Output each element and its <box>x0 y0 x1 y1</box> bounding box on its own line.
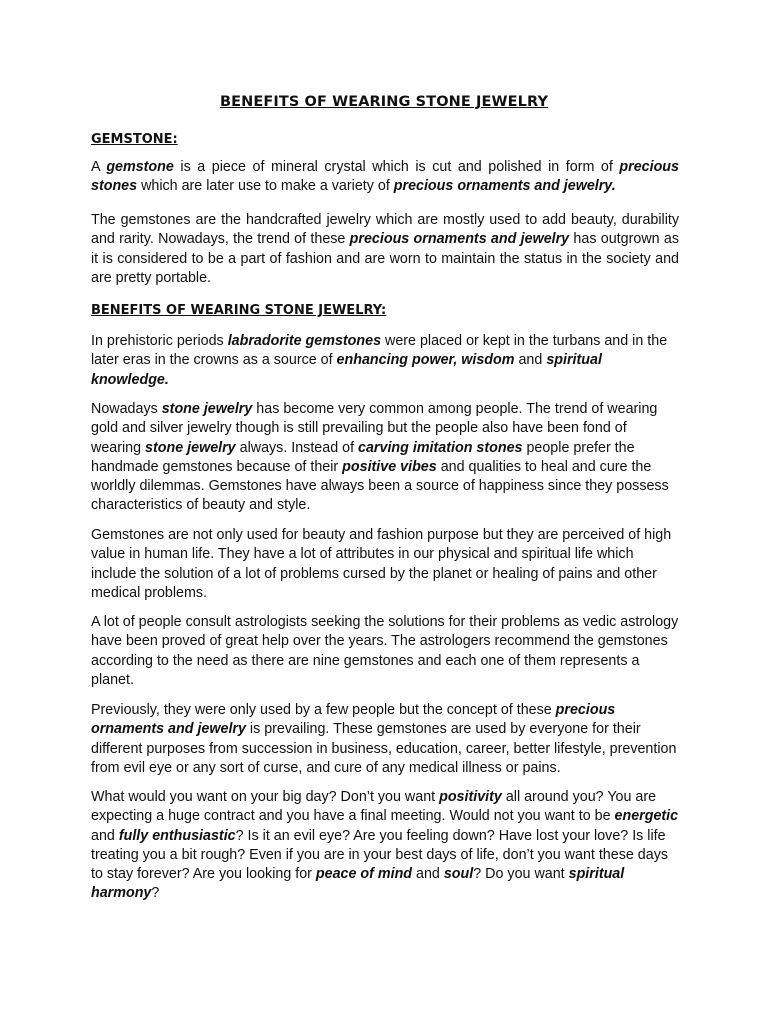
emphasis-text: precious ornaments and jewelry. <box>393 178 616 195</box>
emphasis-text: precious ornaments and jewelry <box>349 231 570 248</box>
emphasis-text: gemstone <box>106 159 174 175</box>
paragraph: A gemstone is a piece of mineral crystal which is cut and polished in form of precious stones which are later use to make a variety of precious ornaments and jewelry. <box>91 159 679 195</box>
emphasis-text: fully enthusiastic <box>118 827 236 844</box>
paragraph: What would you want on your big day? Don’t you want positivity all around you? You are expecting a huge contract and you have a final meeting. Would not you want to be energetic and fully enthusiastic? Is it an evil eye? Are you feeling down? Have lost your love? Is life treating you a bit rough? Even if you are in your best days of life, don’t you want these days to stay forever? Are you looking for peace of mind and soul? Do you want spiritual harmony? <box>91 789 679 902</box>
paragraph: The gemstones are the handcrafted jewelry which are mostly used to add beauty, durability and rarity. Nowadays, the trend of these precious ornaments and jewelry has outgrown as it is considered to be a part of fashion and are worn to maintain the status in the society and are pretty portable. <box>91 212 679 286</box>
emphasis-text: carving imitation stones <box>358 439 523 456</box>
document-title: BENEFITS OF WEARING STONE JEWELRY <box>219 94 549 110</box>
emphasis-text: spiritual harmony <box>91 866 625 902</box>
emphasis-text: stone jewelry <box>145 439 236 456</box>
emphasis-text: soul <box>443 866 474 883</box>
paragraph: Gemstones are not only used for beauty and fashion purpose but they are perceived of high value in human life. They have a lot of attributes in our physical and spiritual life which include the solution of a lot of problems cursed by the planet or healing of pains and other medical problems. <box>91 527 672 601</box>
emphasis-text: labradorite gemstones <box>227 333 382 349</box>
emphasis-text: energetic <box>614 808 679 825</box>
emphasis-text: peace of mind <box>315 866 413 883</box>
emphasis-text: positive vibes <box>342 458 437 475</box>
emphasis-text: precious stones <box>91 159 679 195</box>
paragraph: A lot of people consult astrologists seeking the solutions for their problems as vedic astrology have been proved of great help over the years. The astrologers recommend the gemstones according to the need as there are nine gemstones and each one of them represents a planet. <box>91 614 679 688</box>
emphasis-text: positivity <box>439 789 502 805</box>
paragraph: Previously, they were only used by a few people but the concept of these precious ornaments and jewelry is prevailing. These gemstones are used by everyone for their different purposes from succession in business, education, career, better lifestyle, prevention from evil eye or any sort of curse, and cure of any medical illness or pains. <box>91 702 677 776</box>
emphasis-text: precious ornaments and jewelry <box>91 702 616 738</box>
section-heading-benefits: BENEFITS OF WEARING STONE JEWELRY: <box>91 303 387 318</box>
emphasis-text: spiritual knowledge. <box>91 352 602 388</box>
paragraph: In prehistoric periods labradorite gemstones were placed or kept in the turbans and in the later eras in the crowns as a source of enhancing power, wisdom and spiritual knowledge. <box>91 333 668 388</box>
emphasis-text: enhancing power, wisdom <box>336 352 515 369</box>
emphasis-text: stone jewelry <box>161 401 253 417</box>
section-heading-gemstone: GEMSTONE: <box>91 132 178 147</box>
paragraph: Nowadays stone jewelry has become very common among people. The trend of wearing gold and silver jewelry though is still prevailing but the people also have been fond of wearing stone jewelry always. Instead of carving imitation stones people prefer the handmade gemstones because of their positive vibes and qualities to heal and cure the worldly dilemmas. Gemstones have always been a source of happiness since they possess characteristics of beauty and style. <box>91 401 669 514</box>
